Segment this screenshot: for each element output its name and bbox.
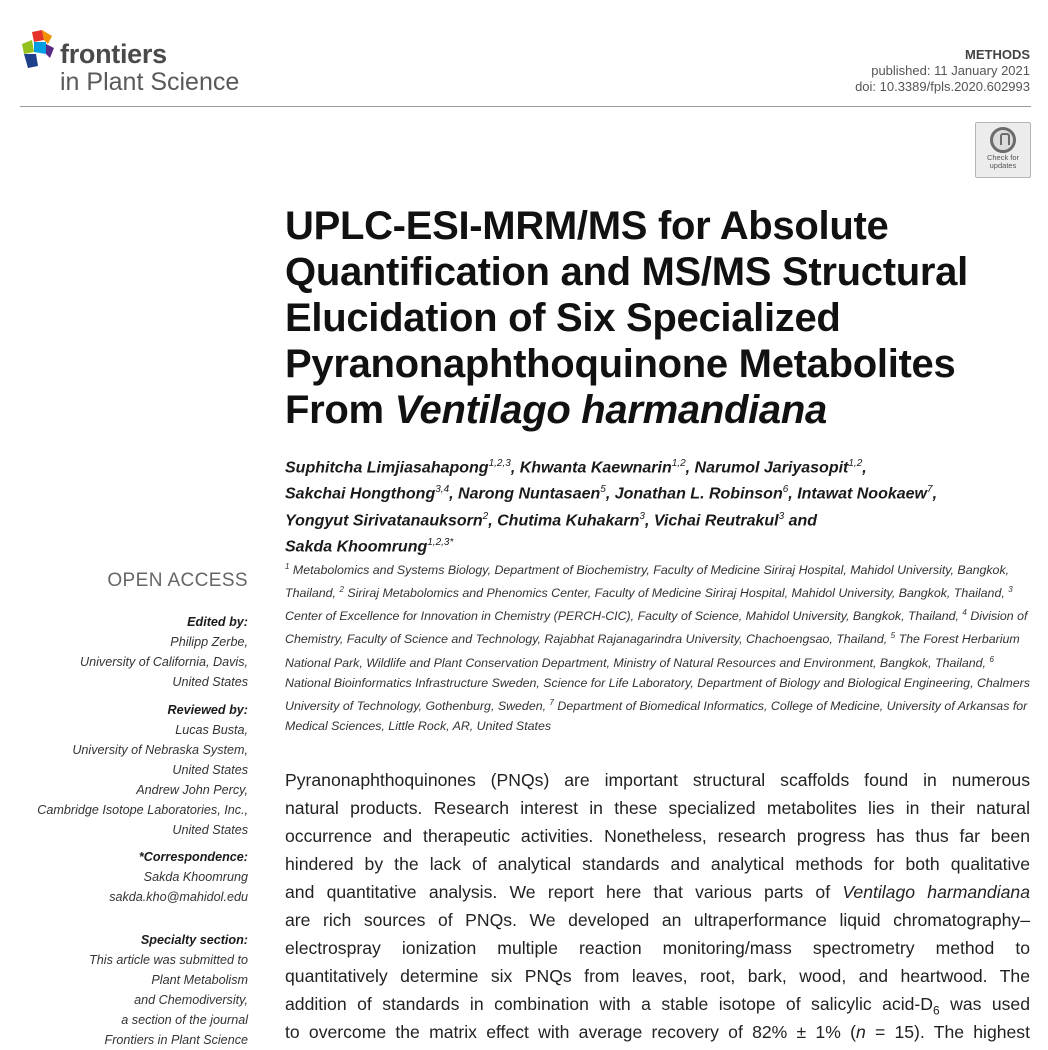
author-line: Suphitcha Limjiasahapong$^{1,2,3}$, Khwanta Kaewnarin$^{1,2}$, Narumol Jariyasopit$^{1,2}$, bbox=[285, 458, 867, 477]
author-line: Yongyut Sirivatanauksorn$^2$, Chutima Kuhakarn$^3$, Vichai Reutrakul$^3$ and bbox=[285, 510, 818, 529]
open-access-label: OPEN ACCESS bbox=[107, 570, 248, 591]
affiliation: Siriraj Metabolomics and Phenomics Center, Faculty of Medicine Siriraj Hospital, Mahidol University, Bangkok, Thailand, bbox=[347, 586, 1005, 601]
abstract-line: quantitatively determine six PNQs from leaves, root, bark, wood, and heartwood. The bbox=[285, 966, 1030, 986]
reviewed-by-section: Reviewed by: Lucas Busta, University of Nebraska System, United States Andrew John Percy, Cambridge Isotope Laboratories, Inc., United States bbox=[37, 703, 248, 837]
brand-name: frontiers bbox=[60, 39, 167, 69]
editor-name: Philipp Zerbe, bbox=[170, 635, 248, 649]
reviewer-name: Lucas Busta, bbox=[175, 723, 248, 737]
abstract bbox=[285, 766, 1030, 1046]
bookmark-icon bbox=[990, 127, 1016, 153]
check-updates-label: Check for updates bbox=[986, 153, 1020, 170]
author-name[interactable]: Vichai Reutrakul bbox=[653, 511, 779, 529]
affiliations: $^1$ Metabolomics and Systems Biology, Department of Biochemistry, Faculty of Medicine Siriraj Hospital, Mahidol University, Bangkok, Thailand, $^2$ Siriraj Metabolomics and Phenomics Center, Faculty of Medicine Siriraj Hospital, Mahidol University, Bangkok, Thailand, $^3$ Center of Excellence for Innovation in Chemistry (PERCH-CIC), Faculty of Science, Mahidol University, Bangkok, Thailand, $^4$ Division of Chemistry, Faculty of Science and Technology, Rajabhat Rajanagarindra University, Chachoengsao, Thailand, $^5$ The Forest Herbarium National Park, Wildlife and Plant Conservation Department, Ministry of Natural Resources and Environment, Bangkok, Thailand, $^6$ National Bioinformatics Infrastructure Sweden, Science for Life Laboratory, Department of Biology and Biological Engineering, Chalmers University of Technology, Gothenburg, Sweden, $^7$ Department of Biomedical Informatics, College of Medicine, University of Arkansas for Medical Sciences, Little Rock, AR, United States bbox=[285, 562, 1030, 733]
author-line: Sakda Khoomrung$^{1,2,3*}$ bbox=[285, 536, 454, 556]
abstract-line: hindered by the lack of analytical standards and analytical methods for both qualitative bbox=[285, 854, 1030, 874]
affiliation: Department of Biomedical Informatics, College of Medicine, University of Arkansas for Medical Sciences, Little Rock, AR, United States bbox=[285, 698, 1028, 733]
frontiers-logo-icon bbox=[20, 30, 56, 74]
author-name[interactable]: Chutima Kuhakarn bbox=[497, 511, 640, 529]
abstract-line: Pyranonaphthoquinones (PNQs) are important structural scaffolds found in numerous bbox=[285, 770, 1030, 790]
author-name[interactable]: Jonathan L. Robinson bbox=[614, 485, 783, 503]
author-line: Sakchai Hongthong$^{3,4}$, Narong Nuntasaen$^5$, Jonathan L. Robinson$^6$, Intawat Nookaew$^7$, bbox=[285, 484, 938, 503]
abstract-line: addition of standards in combination with a stable isotope of salicylic acid-$D_6$ was used bbox=[285, 994, 1030, 1018]
author-name[interactable]: Sakda Khoomrung bbox=[285, 538, 428, 556]
author-name[interactable]: Suphitcha Limjiasahapong bbox=[285, 459, 489, 477]
published-date: published: 11 January 2021 bbox=[871, 63, 1030, 78]
affiliation: National Bioinformatics Infrastructure Sweden, Science for Life Laboratory, Department of Biology and Biological Engineering, Chalmers University of Technology, Gothenburg, Sweden, bbox=[285, 675, 1030, 713]
journal-name: in Plant Science bbox=[60, 68, 240, 96]
affiliation: Division of Chemistry, Faculty of Science and Technology, Rajabhat Rajanagarindra University, Chachoengsao, Thailand, bbox=[285, 609, 1028, 647]
corresponding-author: Sakda Khoomrung bbox=[143, 870, 248, 884]
author-name[interactable]: Khwanta Kaewnarin bbox=[519, 459, 672, 477]
specialty-section: Specialty section: This article was submitted to Plant Metabolism and Chemodiversity, a section of the journal Frontiers in Plant Science bbox=[89, 933, 248, 1047]
abstract-line: occurrence and therapeutic activities. Nonetheless, research progress has thus far been bbox=[285, 826, 1030, 846]
edited-by-section: Edited by: Philipp Zerbe, University of California, Davis, United States bbox=[80, 615, 248, 689]
author-list bbox=[285, 453, 1025, 558]
header-divider bbox=[20, 106, 1031, 107]
abstract-line: electrospray ionization multiple reaction monitoring/mass spectrometry method to bbox=[285, 938, 1030, 958]
author-name[interactable]: Yongyut Sirivatanauksorn bbox=[285, 511, 483, 529]
author-name[interactable]: Narumol Jariyasopit bbox=[694, 459, 849, 477]
doi[interactable]: doi: 10.3389/fpls.2020.602993 bbox=[855, 79, 1030, 94]
check-for-updates-button[interactable] bbox=[975, 122, 1031, 178]
article-meta bbox=[855, 47, 1030, 95]
abstract-line: are rich sources of PNQs. We developed an ultraperformance liquid chromatography– bbox=[285, 910, 1030, 930]
author-name[interactable]: Narong Nuntasaen bbox=[458, 485, 601, 503]
author-name[interactable]: Sakchai Hongthong bbox=[285, 485, 436, 503]
abstract-line: to overcome the matrix effect with average recovery of 82% ± 1% (n = 15). The highest bbox=[285, 1022, 1030, 1042]
affiliation: The Forest Herbarium National Park, Wildlife and Plant Conservation Department, Ministry of Natural Resources and Environment, Bangkok, Thailand, bbox=[285, 632, 1020, 670]
abstract-line: and quantitative analysis. We report here that various parts of Ventilago harmandiana bbox=[285, 882, 1030, 902]
author-name[interactable]: Intawat Nookaew bbox=[797, 485, 927, 503]
article-type: METHODS bbox=[965, 47, 1030, 62]
reviewer-name: Andrew John Percy, bbox=[136, 783, 248, 797]
affiliation: Center of Excellence for Innovation in Chemistry (PERCH-CIC), Faculty of Science, Mahidol University, Bangkok, Thailand, bbox=[285, 609, 959, 624]
correspondence-section: *Correspondence: Sakda Khoomrung sakda.kho@mahidol.edu bbox=[109, 847, 248, 907]
affiliation: Metabolomics and Systems Biology, Department of Biochemistry, Faculty of Medicine Siriraj Hospital, Mahidol University, Bangkok, Thailand, bbox=[285, 563, 1010, 601]
abstract-line: natural products. Research interest in these specialized metabolites lies in their natural bbox=[285, 798, 1030, 818]
email-link[interactable]: sakda.kho@mahidol.edu bbox=[109, 890, 248, 904]
article-title: UPLC-ESI-MRM/MS for Absolute Quantification and MS/MS Structural Elucidation of Six Specialized Pyranonaphthoquinone Metabolites From Ventilago harmandiana bbox=[285, 204, 968, 432]
